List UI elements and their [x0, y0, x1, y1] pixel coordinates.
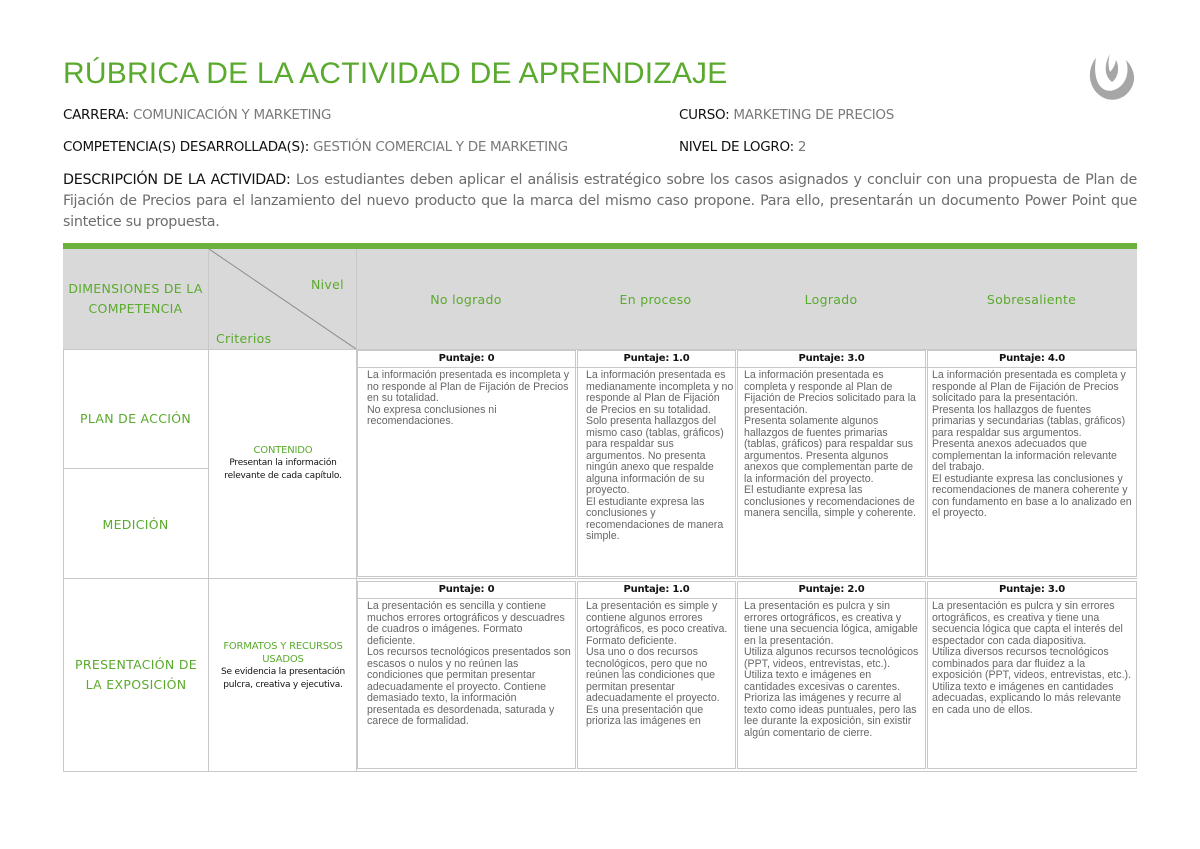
level-text: La información presentada es completa y responde al Plan de Fijación de Precios solicitado para la presentación. Presenta los hallazgos de fuentes primarias y secundarias (tablas, gráficos) para respaldar sus argumentos. Presenta anexos adecuados que complementan la información relevante del trabajo. El estudiante expresa las conclusiones y recomendaciones de manera coherente y con fundamento en base a lo analizado en el proyecto. — [932, 370, 1132, 519]
header-criterios: Criterios — [216, 331, 272, 346]
score-label: Puntaje: 1.0 — [623, 584, 690, 595]
criterion-title: FORMATOS Y RECURSOS USADOS — [223, 641, 343, 665]
row-divider — [63, 578, 1137, 579]
dimension-plan-de-accion: PLAN DE ACCIÓN — [79, 411, 192, 426]
header-level-en-proceso: En proceso — [619, 292, 692, 307]
score-label: Puntaje: 1.0 — [623, 353, 690, 364]
curso-field — [679, 107, 894, 123]
competencia-value: GESTIÓN COMERCIAL Y DE MARKETING — [312, 139, 568, 155]
competencia-field — [63, 139, 568, 155]
level-text: La presentación es pulcra y sin errores ortográficos, es creativa y tiene una secuencia lógica que capta el interés del espectador con cada diapositiva. Utiliza diversos recursos tecnológicos combinados para dar fluidez a la exposición (PPT, videos, entrevistas, etc.). Utiliza texto e imágenes en cantidades adecuadas, explicando lo más relevante en cada uno de ellos. — [932, 601, 1132, 716]
nivel-logro-value: 2 — [797, 139, 807, 155]
level-text: La presentación es pulcra y sin errores ortográficos, es creativa y tiene una secuencia lógica, amigable en la presentación. Utiliza algunos recursos tecnológicos (PPT, videos, entrevistas, etc.). Utiliza texto e imágenes en cantidades excesivas o carentes. Prioriza las imágenes y recurre al texto como ideas puntuales, pero las lee durante la exposición, sin existir algún comentario de cierre. — [744, 601, 919, 739]
dimension-medicion: MEDICIÓN — [102, 517, 169, 532]
level-text: La información presentada es medianamente incompleta y no responde al Plan de Fijación de Precios en su totalidad. Solo presenta hallazgos del mismo caso (tablas, gráficos) para respaldar sus argumentos. No presenta ningún anexo que respalde alguna información de su proyecto. El estudiante expresa las conclusiones y recomendaciones de manera simple. — [586, 370, 734, 542]
nivel-logro-field — [679, 139, 806, 155]
header-dimensions: DIMENSIONES DE LA COMPETENCIA — [68, 281, 203, 316]
level-text: La información presentada es incompleta y no responde al Plan de Fijación de Precios en su totalidad. No expresa conclusiones ni recomendaciones. — [367, 370, 569, 427]
header-level-sobresaliente: Sobresaliente — [986, 292, 1077, 307]
score-label: Puntaje: 4.0 — [998, 353, 1066, 364]
score-label: Puntaje: 0 — [438, 584, 495, 595]
score-label: Puntaje: 3.0 — [998, 584, 1066, 595]
header-nivel: Nivel — [311, 277, 344, 292]
criterion-subtitle: Se evidencia la presentación pulcra, creativa y ejecutiva. — [221, 667, 345, 690]
criterion-formatos — [213, 640, 353, 692]
score-divider — [357, 598, 1137, 599]
level-text: La información presentada es completa y responde al Plan de Fijación de Precios solicitado para la presentación. Presenta solamente algunos hallazgos de fuentes primarias (tablas, gráficos) para respaldar sus argumentos. Presenta algunos anexos que complementan parte de la información del proyecto. El estudiante expresa las conclusiones y recomendaciones de manera sencilla, simple y coherente. — [744, 370, 916, 519]
row-divider — [63, 468, 208, 469]
row-divider — [63, 771, 1137, 772]
criterion-contenido — [213, 444, 353, 483]
score-label: Puntaje: 2.0 — [798, 584, 865, 595]
criterion-title: CONTENIDO — [253, 445, 313, 456]
description-text: Los estudiantes deben aplicar el análisis estratégico sobre los casos asignados y concluir con una propuesta de Plan de Fijación de Precios para el lanzamiento del nuevo producto que la marca del mismo caso propone. Para ello, presentarán un documento Power Point que sintetice su propuesta. — [63, 172, 1137, 230]
score-label: Puntaje: 3.0 — [798, 353, 865, 364]
carrera-label: CARRERA: — [63, 107, 129, 123]
dimension-presentacion: PRESENTACIÓN DE LA EXPOSICIÓN — [75, 657, 197, 692]
competencia-label: COMPETENCIA(S) DESARROLLADA(S): — [63, 139, 309, 155]
score-divider — [357, 367, 1137, 368]
nivel-logro-label: NIVEL DE LOGRO: — [679, 139, 794, 155]
rubric-table — [63, 249, 1137, 772]
level-text: La presentación es simple y contiene algunos errores ortográficos, es poco creativa. Formato deficiente. Usa uno o dos recursos tecnológicos, pero que no reúnen las condiciones que permitan presentar adecuadamente el proyecto. Es una presentación que prioriza las imágenes en — [586, 601, 728, 727]
score-label: Puntaje: 0 — [438, 353, 495, 364]
carrera-value: COMUNICACIÓN Y MARKETING — [132, 107, 332, 123]
header-level-logrado: Logrado — [804, 292, 858, 307]
criterion-subtitle: Presentan la información relevante de cada capítulo. — [224, 458, 342, 481]
curso-label: CURSO: — [679, 107, 730, 123]
upc-logo-icon — [1082, 50, 1138, 106]
curso-value: MARKETING DE PRECIOS — [733, 107, 895, 123]
carrera-field — [63, 107, 331, 123]
level-text: La presentación es sencilla y contiene muchos errores ortográficos y descuadres de cuadros o imágenes. Formato deficiente. Los recursos tecnológicos presentados son escasos o nulos y no reúnen las condiciones que permitan presentar adecuadamente el proyecto. Contiene demasiado texto, la información presentada es desordenada, saturada y carece de formalidad. — [367, 601, 571, 727]
description-label: DESCRIPCIÓN DE LA ACTIVIDAD: — [63, 172, 291, 188]
page-title: RÚBRICA DE LA ACTIVIDAD DE APRENDIZAJE — [63, 57, 728, 90]
header-level-no-logrado: No logrado — [430, 292, 502, 307]
activity-description — [63, 170, 1137, 233]
